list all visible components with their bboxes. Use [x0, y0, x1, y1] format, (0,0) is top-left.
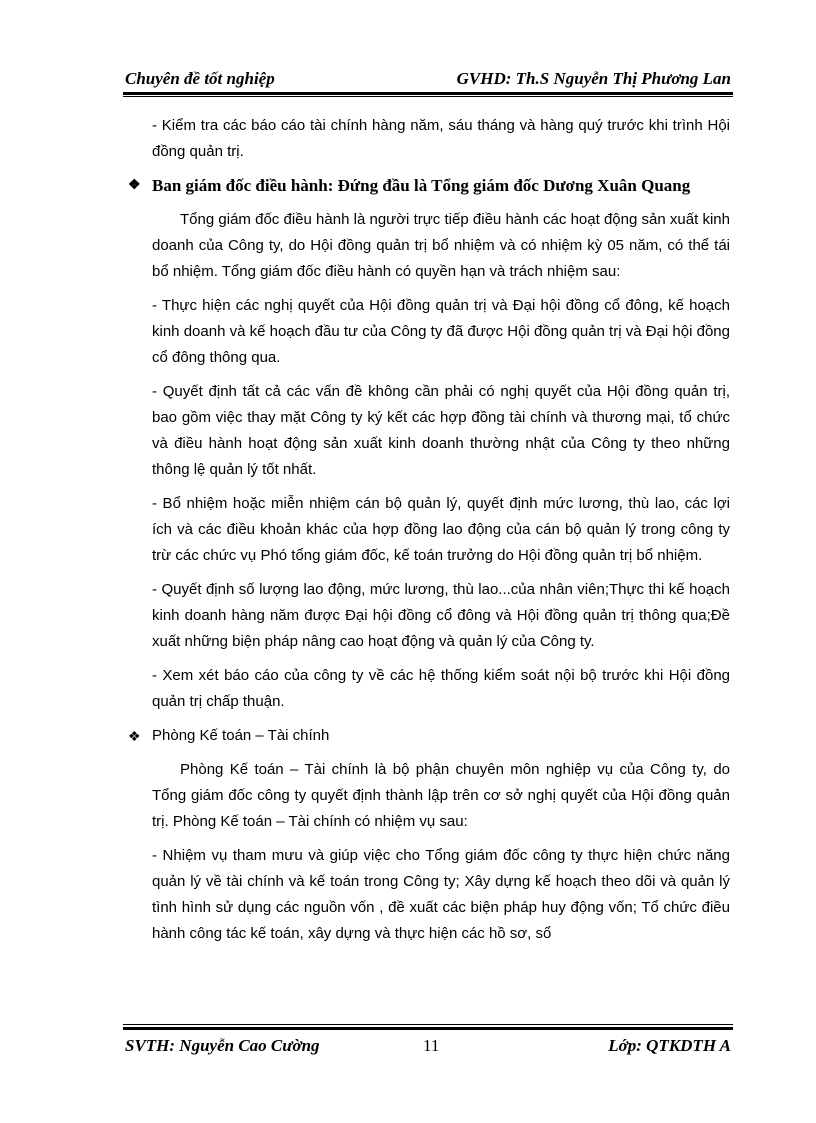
page-body	[128, 113, 730, 955]
header-rule-thick	[123, 92, 733, 95]
header-advisor: GVHD: Th.S Nguyễn Thị Phương Lan	[456, 69, 731, 88]
bullet-heading-text: Phòng Kế toán – Tài chính	[152, 727, 330, 744]
page-number: 11	[423, 1036, 440, 1055]
bullet-heading-executive-board	[128, 173, 730, 199]
header-rule-thin	[123, 96, 733, 97]
paragraph: - Quyết định số lượng lao động, mức lương, thù lao...của nhân viên;Thực thi kế hoạch kinh doanh hàng năm được Đại hội đồng cổ đông và Hội đồng quản trị thông qua;Đề xuất những biện pháp nâng cao hoạt động và quản lý của Công ty.	[152, 581, 730, 650]
footer-student: SVTH: Nguyễn Cao Cường	[125, 1036, 320, 1055]
page-footer	[123, 1034, 733, 1058]
paragraph: Tổng giám đốc điều hành là người trực tiếp điều hành các hoạt động sản xuất kinh doanh của Công ty, do Hội đồng quản trị bổ nhiệm và có nhiệm kỳ 05 năm, có thể tái bổ nhiệm. Tổng giám đốc điều hành có quyền hạn và trách nhiệm sau:	[152, 211, 730, 280]
header-title: Chuyên đề tốt nghiệp	[125, 69, 275, 88]
diamond-bullet-icon: ❖	[128, 178, 141, 193]
paragraph: - Kiểm tra các báo cáo tài chính hàng năm, sáu tháng và hàng quý trước khi trình Hội đồng quản trị.	[152, 117, 730, 160]
bullet-heading-accounting	[128, 723, 730, 749]
bullet-heading-text: Ban giám đốc điều hành: Đứng đầu là Tổng giám đốc Dương Xuân Quang	[152, 176, 691, 195]
paragraph: - Xem xét báo cáo của công ty về các hệ thống kiểm soát nội bộ trước khi Hội đồng quản trị chấp thuận.	[152, 667, 730, 710]
paragraph: - Thực hiện các nghị quyết của Hội đồng quản trị và Đại hội đồng cổ đông, kế hoạch kinh doanh và kế hoạch đầu tư của Công ty đã được Hội đồng quản trị và Đại hội đồng cổ đông thông qua.	[152, 297, 730, 366]
footer-rule-thick	[123, 1027, 733, 1030]
paragraph: - Nhiệm vụ tham mưu và giúp việc cho Tổng giám đốc công ty thực hiện chức năng quản lý về tài chính và kế toán trong Công ty; Xây dựng kế hoạch theo dõi và quản lý tình hình sử dụng các nguồn vốn , đề xuất các biện pháp huy động vốn; Tổ chức điều hành công tác kế toán, xây dựng và thực hiện các hồ sơ, sổ	[152, 847, 730, 942]
paragraph: Phòng Kế toán – Tài chính là bộ phận chuyên môn nghiệp vụ của Công ty, do Tổng giám đốc công ty quyết định thành lập trên cơ sở nghị quyết của Hội đồng quản trị. Phòng Kế toán – Tài chính có nhiệm vụ sau:	[152, 761, 730, 830]
page-header	[123, 67, 731, 91]
footer-rule-thin	[123, 1024, 733, 1025]
diamond-bullet-icon: ❖	[128, 728, 141, 744]
footer-class: Lớp: QTKDTH A	[608, 1036, 731, 1055]
paragraph: - Quyết định tất cả các vấn đề không cần phải có nghị quyết của Hội đồng quản trị, bao gồm việc thay mặt Công ty ký kết các hợp đồng tài chính và thương mại, tổ chức và điều hành hoạt động sản xuất kinh doanh thường nhật của Công ty theo những thông lệ quản lý tốt nhất.	[152, 383, 730, 478]
paragraph: - Bổ nhiệm hoặc miễn nhiệm cán bộ quản lý, quyết định mức lương, thù lao, các lợi ích và các điều khoản khác của hợp đồng lao động của cán bộ quản lý trong công ty trừ các chức vụ Phó tổng giám đốc, kế toán trưởng do Hội đồng quản trị bổ nhiệm.	[152, 495, 730, 564]
